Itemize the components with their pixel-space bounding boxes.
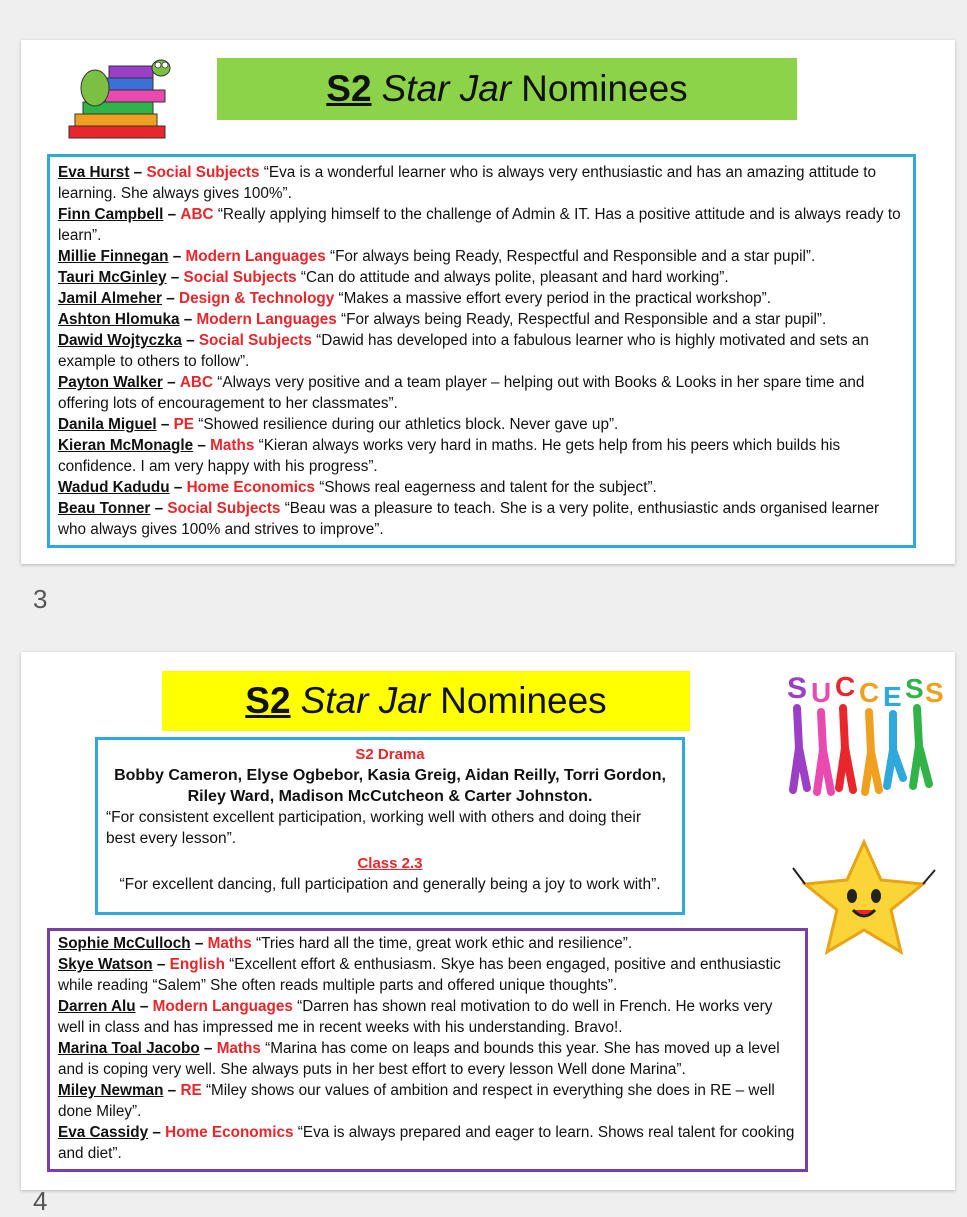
nominee-entry [58, 288, 905, 309]
nominee-name: Sophie McCulloch [58, 935, 191, 952]
nominee-subject: Home Economics [186, 479, 315, 496]
dash: – [170, 269, 180, 286]
nominee-subject: Modern Languages [185, 248, 326, 265]
dash: – [197, 437, 206, 454]
nominee-quote: “For always being Ready, Respectful and Responsible and a star pupil”. [329, 248, 816, 265]
nominee-subject: Social Subjects [146, 164, 260, 181]
nominee-subject: Maths [216, 1040, 261, 1057]
nominee-subject: Home Economics [165, 1124, 294, 1141]
nominee-name: Miley Newman [58, 1082, 164, 1099]
page-number: 4 [33, 1186, 48, 1216]
dash: – [167, 206, 177, 223]
slide-2-title [162, 671, 690, 731]
nominee-quote: “Eva is a wonderful learner who is always very enthusiastic and has an amazing attitude to learning. She always gives 100%”. [58, 164, 876, 202]
nominee-name: Beau Tonner [58, 500, 151, 517]
nominee-subject: Social Subjects [167, 500, 281, 517]
nominee-quote: “Kieran always works very hard in maths. He gets help from his peers which builds his confidence. I am very happy with his progress”. [58, 437, 841, 475]
drama-names: Bobby Cameron, Elyse Ogbebor, Kasia Greig, Aidan Reilly, Torri Gordon, Riley Ward, Madison McCutcheon & Carter Johnston. [114, 767, 666, 805]
nominee-quote: “Marina has come on leaps and bounds this year. She has moved up a level and is coping very well. She always puts in her best effort to every lesson Well done Marina”. [58, 1040, 780, 1078]
nominee-quote: “Dawid has developed into a fabulous learner who is highly motivated and sets an example to others to follow”. [58, 332, 869, 370]
nominee-entry [58, 246, 905, 267]
dash: – [194, 935, 204, 952]
title-rest: Nominees [521, 68, 688, 109]
dash: – [173, 479, 183, 496]
nominee-subject: Design & Technology [179, 290, 335, 307]
nominee-quote: “Shows real eagerness and talent for the subject”. [319, 479, 657, 496]
nominee-name: Ashton Hlomuka [58, 311, 180, 328]
slide-1 [21, 40, 955, 564]
dash: – [166, 290, 175, 307]
nominees-box-2 [47, 928, 808, 1172]
nominee-subject: Modern Languages [152, 998, 293, 1015]
nominee-subject: Social Subjects [183, 269, 297, 286]
success-people-icon [781, 668, 946, 800]
nominee-name: Eva Hurst [58, 164, 130, 181]
nominee-quote: “Showed resilience during our athletics block. Never gave up”. [198, 416, 619, 433]
nominee-name: Wadud Kadudu [58, 479, 170, 496]
title-rest: Nominees [440, 680, 607, 721]
nominee-entry [58, 498, 905, 540]
nominee-name: Payton Walker [58, 374, 163, 391]
slide-2 [21, 652, 955, 1190]
nominee-name: Millie Finnegan [58, 248, 169, 265]
nominee-quote: “For always being Ready, Respectful and Responsible and a star pupil”. [341, 311, 827, 328]
nominee-quote: “Always very positive and a team player – helping out with Books & Looks in her spare time and offering lots of encouragement to her classmates”. [58, 374, 865, 412]
nominee-entry [58, 477, 905, 498]
nominee-quote: “Really applying himself to the challenge of Admin & IT. Has a positive attitude and is always ready to learn”. [58, 206, 901, 244]
nominee-subject: ABC [179, 374, 214, 391]
class-quote: “For excellent dancing, full participation and generally being a joy to work with”. [119, 876, 661, 893]
nominee-name: Dawid Wojtyczka [58, 332, 182, 349]
success-letter: S [905, 673, 924, 704]
nominee-name: Darren Alu [58, 998, 136, 1015]
nominee-quote: “Can do attitude and always polite, pleasant and hard working”. [300, 269, 729, 286]
nominee-name: Kieran McMonagle [58, 437, 194, 454]
nominee-entry [58, 204, 905, 246]
nominee-quote: “Beau was a pleasure to teach. She is a very polite, enthusiastic ands organised learner who always gives 100% and strives to improve”. [58, 500, 880, 538]
title-italic: Star Jar [381, 68, 512, 109]
nominee-name: Marina Toal Jacobo [58, 1040, 200, 1057]
success-letter: E [883, 681, 902, 712]
dash: – [183, 311, 193, 328]
dash: – [167, 1082, 177, 1099]
dash: – [156, 956, 166, 973]
nominee-entry [58, 1038, 797, 1080]
nominee-quote: “Eva is always prepared and eager to learn. Shows real talent for cooking and diet”. [58, 1124, 795, 1162]
books-worm-icon [65, 56, 175, 146]
nominee-subject: English [169, 956, 225, 973]
dash: – [152, 1124, 161, 1141]
page-number: 3 [33, 584, 48, 614]
success-letter: S [925, 677, 944, 708]
nominee-quote: “Tries hard all the time, great work ethic and resilience”. [256, 935, 633, 952]
nominee-subject: Maths [207, 935, 252, 952]
drama-quote: “For consistent excellent participation, working well with others and doing their best every lesson”. [106, 809, 642, 847]
dash: – [139, 998, 149, 1015]
nominee-entry [58, 1122, 797, 1164]
slide-1-title [217, 58, 797, 120]
nominee-quote: “Darren has shown real motivation to do well in French. He works very well in class and has impressed me in recent weeks with his understanding. Bravo!. [58, 998, 773, 1036]
nominee-entry [58, 933, 797, 954]
nominee-name: Tauri McGinley [58, 269, 167, 286]
nominee-name: Jamil Almeher [58, 290, 163, 307]
nominee-entry [58, 435, 905, 477]
nominee-subject: ABC [180, 206, 214, 223]
nominee-entry [58, 1080, 797, 1122]
success-letter: C [835, 671, 856, 702]
drama-heading: S2 Drama [355, 746, 425, 763]
drama-box [95, 737, 685, 915]
success-letter: C [859, 677, 880, 708]
nominee-entry [58, 372, 905, 414]
nominee-subject: Social Subjects [198, 332, 312, 349]
class-heading: Class 2.3 [357, 855, 423, 872]
nominee-quote: “Excellent effort & enthusiasm. Skye has been engaged, positive and enthusiastic while reading “Salem” She often reads multiple parts and offered unique thoughts”. [58, 956, 781, 994]
dash: – [167, 374, 176, 391]
dash: – [172, 248, 182, 265]
nominee-name: Skye Watson [58, 956, 153, 973]
nominee-name: Eva Cassidy [58, 1124, 149, 1141]
title-code: S2 [245, 680, 291, 721]
nominee-entry [58, 267, 905, 288]
title-italic: Star Jar [300, 680, 431, 721]
nominee-quote: “Makes a massive effort every period in the practical workshop”. [338, 290, 771, 307]
nominee-entry [58, 996, 797, 1038]
success-letter: S [787, 672, 808, 705]
nominee-entry [58, 309, 905, 330]
nominee-subject: PE [173, 416, 195, 433]
nominee-quote: “Miley shows our values of ambition and respect in everything she does in RE – well done Miley”. [58, 1082, 775, 1120]
nominees-box-1 [47, 154, 916, 548]
nominee-name: Finn Campbell [58, 206, 164, 223]
dash: – [186, 332, 195, 349]
dash: – [154, 500, 164, 517]
nominee-entry [58, 954, 797, 996]
nominee-name: Danila Miguel [58, 416, 157, 433]
nominee-subject: RE [180, 1082, 202, 1099]
nominee-entry [58, 162, 905, 204]
success-letter: U [811, 677, 832, 708]
nominee-subject: Maths [210, 437, 255, 454]
nominee-entry [58, 414, 905, 435]
dash: – [203, 1040, 213, 1057]
star-mascot-icon [789, 838, 939, 958]
dash: – [160, 416, 170, 433]
nominee-subject: Modern Languages [196, 311, 337, 328]
nominee-entry [58, 330, 905, 372]
title-code: S2 [326, 68, 372, 109]
dash: – [133, 164, 143, 181]
